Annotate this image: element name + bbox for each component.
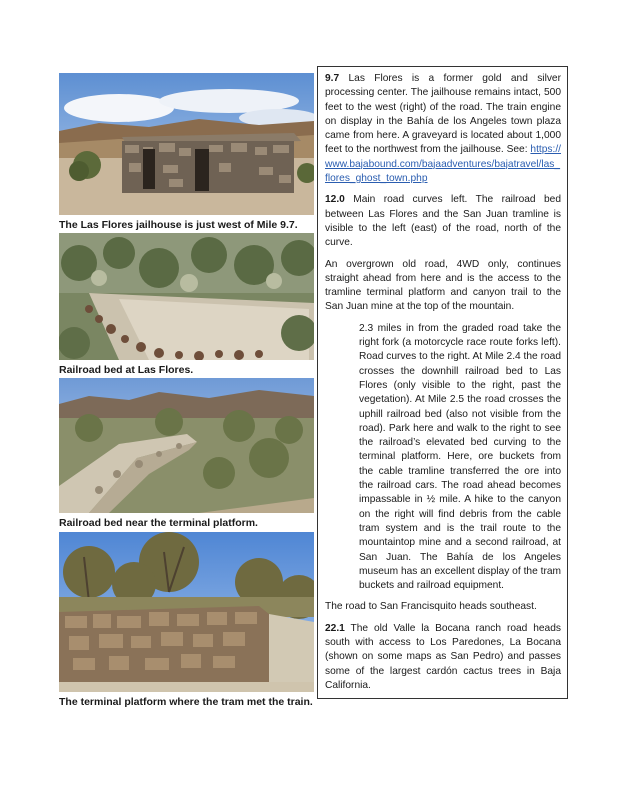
caption-railroad-bed-las-flores: Railroad bed at Las Flores. [59, 364, 194, 376]
entry-mile-12-0 [325, 193, 561, 250]
road-log-textbox [317, 66, 568, 699]
caption-jailhouse: The Las Flores jailhouse is just west of Mile 9.7. [59, 219, 298, 231]
paragraph-san-francisquito: The road to San Francisquito heads southeast. [325, 601, 537, 613]
paragraph-4wd-road: An overgrown old road, 4WD only, continues straight ahead from here and is the access to the tramline terminal platform and canyon trail to the San Juan mine at the top of the mountain. [325, 258, 561, 313]
ghost-town-link[interactable]: https://www.bajabound.com/bajaadventures/bajatravel/las_flores_ghost_town.php [325, 144, 561, 185]
entry-text: The old Valle la Bocana ranch road heads south with access to Los Paredones, La Bocana (shown on some maps as San Pedro) and passes some of the largest cardón cactus trees in Baja California. [325, 622, 561, 691]
mile-marker: 12.0 [325, 194, 345, 206]
paragraph-tramline-directions: 2.3 miles in from the graded road take the right fork (a motorcycle race route forks left). Road curves to the right. At Mile 2.4 the road crosses the downhill railroad bed to Las Flores (only visible to the right, past the vegetation). At Mile 2.5 the road crosses the uphill railroad bed (also not visible from the road). Park here and walk to the right to see the railroad’s elevated bed curving to the terminal platform. Here, ore buckets from the cable tramline transferred the ore into the railroad cars. The road ahead becomes impassable in ½ mile. A hike to the canyon on the right will find debris from the cable tram system and is the trail route to the mountaintop mine and a second railroad, at San Juan. The Bahía de los Angeles museum has an excellent display of the tram buckets and railroad equipment. [359, 322, 561, 592]
photo-terminal-platform [59, 532, 314, 692]
caption-terminal-platform: The terminal platform where the tram met the train. [59, 696, 313, 708]
photo-jailhouse [59, 73, 314, 215]
entry-mile-9-7 [325, 72, 561, 186]
entry-text: Las Flores is a former gold and silver processing center. The jailhouse remains intact, 500 feet to the west (right) of the road. The train engine on display in the Bahía de los Angeles town plaza came from here. A graveyard is located about 1,000 feet to the northwest from the jailhouse. See: [325, 73, 561, 156]
entry-mile-22-1 [325, 622, 561, 693]
mile-marker: 22.1 [325, 622, 345, 634]
entry-text: Main road curves left. The railroad bed between Las Flores and the San Juan tramline is visible to the left (east) of the road, north of the curve. [325, 194, 561, 249]
photo-railroad-bed-las-flores [59, 233, 314, 360]
caption-railroad-bed-terminal: Railroad bed near the terminal platform. [59, 517, 258, 529]
photo-railroad-bed-terminal [59, 378, 314, 513]
mile-marker: 9.7 [325, 73, 340, 84]
